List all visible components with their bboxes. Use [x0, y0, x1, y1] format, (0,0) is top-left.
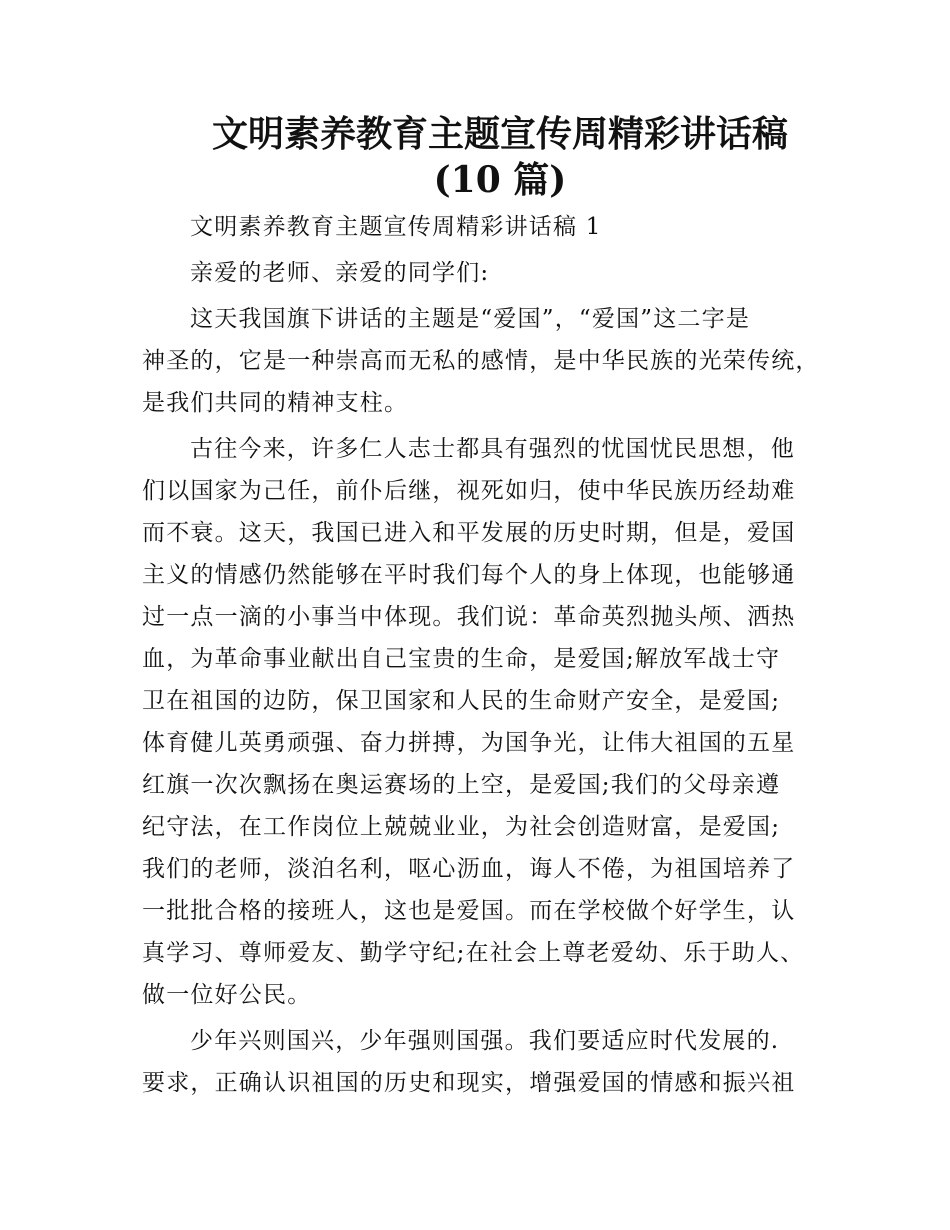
paragraph-line: 这天我国旗下讲话的主题是“爱国”，“爱国”这二字是 — [190, 306, 751, 332]
paragraph-line: 红旗一次次飘扬在奥运赛场的上空，是爱国;我们的父母亲遵 — [142, 772, 781, 798]
paragraph-line: 而不衰。这天，我国已进入和平发展的历史时期，但是，爱国 — [142, 520, 796, 546]
document-title: 文明素养教育主题宣传周精彩讲话稿 — [211, 113, 788, 155]
paragraph-line: 纪守法，在工作岗位上兢兢业业，为社会创造财富，是爱国; — [142, 814, 781, 840]
paragraph-line: 真学习、尊师爱友、勤学守纪;在社会上尊老爱幼、乐于助人、 — [142, 940, 805, 966]
paragraph-line: 体育健儿英勇顽强、奋力拼搏，为国争光，让伟大祖国的五星 — [142, 730, 796, 756]
paragraph-line: 古往今来，许多仁人志士都具有强烈的忧国忧民思想，他 — [190, 436, 795, 462]
paragraph-line: 要求，正确认识祖国的历史和现实，增强爱国的情感和振兴祖 — [142, 1070, 796, 1096]
speech-subtitle: 文明素养教育主题宣传周精彩讲话稿 1 — [190, 214, 602, 240]
paragraph-line: 一批批合格的接班人，这也是爱国。而在学校做个好学生，认 — [142, 898, 796, 924]
paragraph-line: 卫在祖国的边防，保卫国家和人民的生命财产安全，是爱国; — [142, 688, 781, 714]
paragraph-line: 血，为革命事业献出自己宝贵的生命，是爱国;解放军战士守 — [142, 646, 781, 672]
paragraph-2 — [142, 428, 822, 1016]
document-title-count: (10 篇) — [433, 159, 567, 201]
paragraph-line: 主义的情感仍然能够在平时我们每个人的身上体现，也能够通 — [142, 562, 796, 588]
paragraph-line: 过一点一滴的小事当中体现。我们说：革命英烈抛头颅、洒热 — [142, 604, 796, 630]
paragraph-3 — [142, 1020, 822, 1104]
paragraph-line: 是我们共同的精神支柱。 — [142, 390, 409, 416]
paragraph-1 — [142, 298, 822, 424]
paragraph-line: 做一位好公民。 — [142, 982, 312, 1008]
document-body — [142, 206, 822, 1104]
speech-greeting: 亲爱的老师、亲爱的同学们: — [190, 260, 490, 286]
paragraph-line: 们以国家为己任，前仆后继，视死如归，使中华民族历经劫难 — [142, 478, 796, 504]
paragraph-line: 神圣的，它是一种崇高而无私的感情，是中华民族的光荣传统， — [142, 348, 820, 374]
paragraph-line: 少年兴则国兴，少年强则国强。我们要适应时代发展的. — [190, 1028, 780, 1054]
paragraph-line: 我们的老师，淡泊名利，呕心沥血，诲人不倦，为祖国培养了 — [142, 856, 796, 882]
